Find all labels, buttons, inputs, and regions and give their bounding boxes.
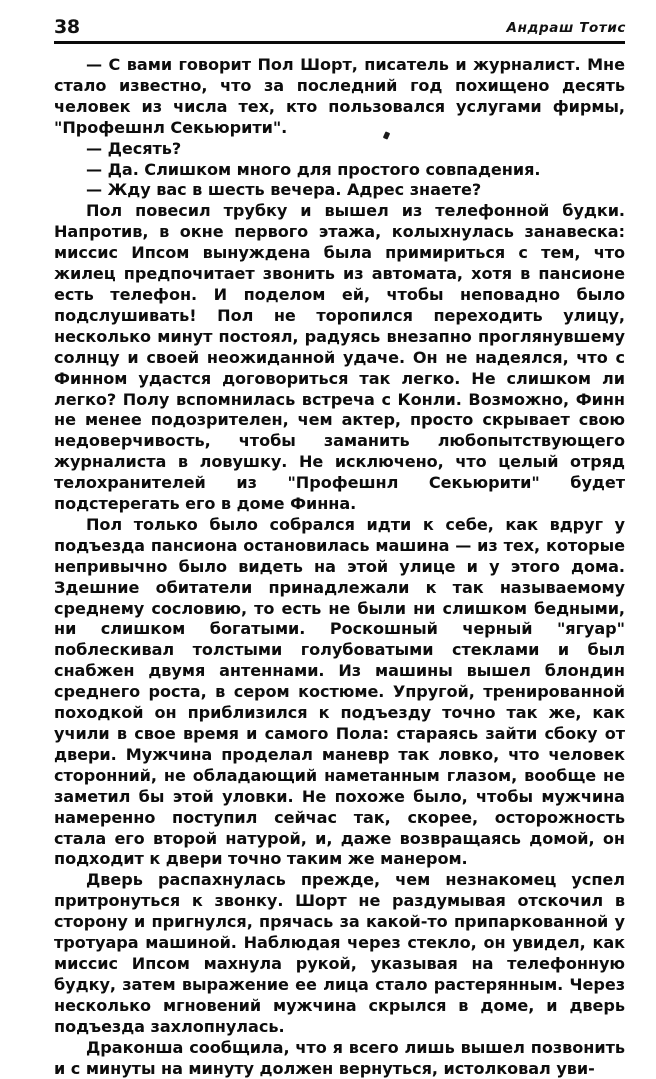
header-divider-rule xyxy=(54,41,625,44)
body-text-block xyxy=(54,55,625,1079)
page-number: 38 xyxy=(54,16,80,38)
paragraph-dialogue: — Десять? xyxy=(86,138,182,158)
paragraph: Дверь распахнулась прежде, чем незнакомец успел притронуться к звонку. Шорт не раздумывая отскочил в сторону и пригнулся, прячась за какой-то припаркованной у тротуара машиной. Наблюдая через стекло, он увидел, как миссис Ипсом махнула рукой, указывая на телефонную будку, затем выражение ее лица стало растерянным. Через несколько мгновений мужчина скрылся в доме, и дверь подъезда захлопнулась. xyxy=(54,870,625,1036)
paragraph: — С вами говорит Пол Шорт, писатель и журналист. Мне стало известно, что за последний год похищено десять человек из числа тех, кто пользовался услугами фирмы, "Профешнл Секьюрити". xyxy=(54,55,625,137)
paragraph: Драконша сообщила, что я всего лишь вышел позвонить и с минуты на минуту должен вернуться, истолковал уви- xyxy=(54,1037,625,1078)
paragraph: Пол только было собрался идти к себе, как вдруг у подъезда пансиона остановилась машина — из тех, которые непривычно было видеть на этой улице и у этого дома. Здешние обитатели принадлежали к так называемому среднему сословию, то есть не были ни слишком бедными, ни слишком богатыми. Роскошный черный "ягуар" поблескивал толстыми голубоватыми стеклами и был снабжен двумя антеннами. Из машины вышел блондин среднего роста, в сером костюме. Упругой, тренированной походкой он приблизился к подъезду точно так же, как учили в свое время и самого Пола: стараясь зайти сбоку от двери. Мужчина проделал маневр так ловко, что человек сторонний, не обладающий наметанным глазом, вообще не заметил бы этой уловки. Не похоже было, чтобы мужчина намеренно поступил сейчас так, скорее, осторожность стала его второй натурой, и, даже возвращаясь домой, он подходит к двери точно таким же манером. xyxy=(54,514,625,869)
paragraph-dialogue: — Да. Слишком много для простого совпадения. xyxy=(86,159,541,179)
paragraph: Пол повесил трубку и вышел из телефонной будки. Напротив, в окне первого этажа, колыхнулась занавеска: миссис Ипсом вынуждена была примириться с тем, что жилец предпочитает звонить из автомата, хотя в пансионе есть телефон. И поделом ей, чтобы неповадно было подслушивать! Пол не торопился переходить улицу, несколько минут постоял, радуясь внезапно проглянувшему солнцу и своей неожиданной удаче. Он не надеялся, что с Финном удастся договориться так легко. Не слишком ли легко? Полу вспомнилась встреча с Конли. Возможно, Финн не менее подозрителен, чем актер, просто скрывает свою недоверчивость, чтобы заманить любопытствующего журналиста в ловушку. Не исключено, что целый отряд телохранителей из "Профешнл Секьюрити" будет подстерегать его в доме Финна. xyxy=(54,201,625,514)
running-title-author: Андраш Тотис xyxy=(506,20,626,36)
running-head xyxy=(54,16,626,42)
paragraph-dialogue: — Жду вас в шесть вечера. Адрес знаете? xyxy=(86,180,482,200)
